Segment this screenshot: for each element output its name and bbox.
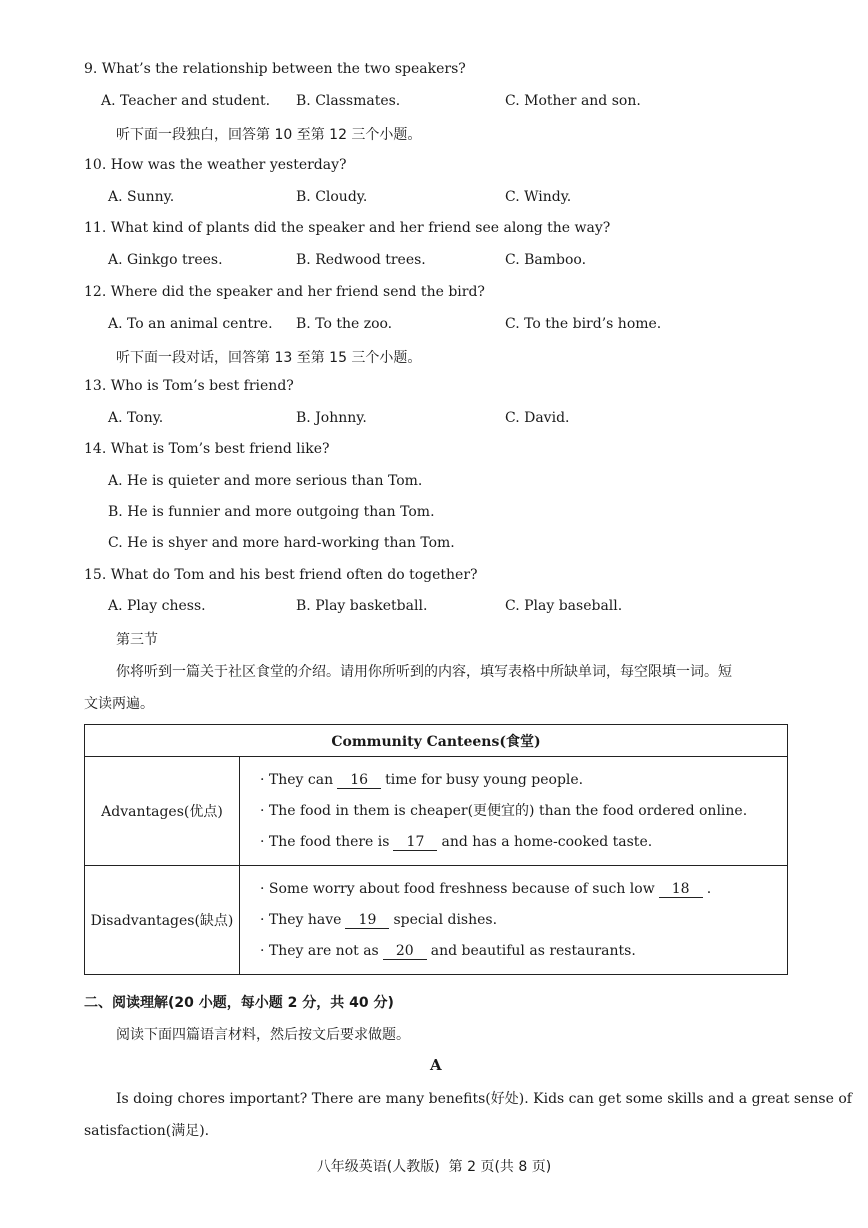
q15-option-b: B. Play basketball. (296, 598, 428, 614)
question-15-stem: 15. What do Tom and his best friend often do together? (84, 567, 478, 583)
reading-instruction: 阅读下面四篇语言材料，然后按文后要求做题。 (116, 1027, 410, 1043)
section-3-instruction-line1: 你将听到一篇关于社区食堂的介绍。请用你所听到的内容，填写表格中所缺单词，每空限填一词。短 (116, 664, 732, 680)
q11-option-c: C. Bamboo. (505, 252, 587, 268)
q12-option-b: B. To the zoo. (296, 316, 393, 332)
page-footer: 八年级英语(人教版) 第 2 页(共 8 页) (316, 1159, 552, 1175)
q10-option-a: A. Sunny. (108, 189, 175, 205)
question-11-stem: 11. What kind of plants did the speaker and her friend see along the way? (84, 220, 611, 236)
monologue-instruction: 听下面一段独白，回答第 10 至第 12 三个小题。 (116, 127, 422, 143)
disadvantages-cell (240, 866, 788, 975)
question-10-stem: 10. How was the weather yesterday? (84, 157, 347, 173)
disadvantage-line-1: · Some worry about food freshness because of such low 18 . (260, 880, 712, 897)
table-title: Community Canteens(食堂) (85, 725, 788, 757)
blank-18: 18 (659, 881, 703, 898)
disadvantages-label: Disadvantages(缺点) (85, 866, 240, 975)
q13-option-b: B. Johnny. (296, 410, 367, 426)
section-3-instruction-line2: 文读两遍。 (84, 696, 154, 712)
q10-option-b: B. Cloudy. (296, 189, 368, 205)
q9-option-b: B. Classmates. (296, 93, 401, 109)
q10-option-c: C. Windy. (505, 189, 572, 205)
passage-paragraph-line2: satisfaction(满足). (84, 1123, 210, 1139)
blank-20: 20 (383, 943, 427, 960)
q15-option-a: A. Play chess. (108, 598, 206, 614)
q13-option-c: C. David. (505, 410, 570, 426)
disadvantage-line-2: · They have 19 special dishes. (260, 911, 498, 928)
blank-19: 19 (345, 912, 389, 929)
passage-paragraph-line1: Is doing chores important? There are many benefits(好处). Kids can get some skills and a great sense of (116, 1091, 852, 1107)
question-12-stem: 12. Where did the speaker and her friend send the bird? (84, 284, 485, 300)
q12-option-c: C. To the bird’s home. (505, 316, 662, 332)
disadvantage-line-3: · They are not as 20 and beautiful as restaurants. (260, 942, 636, 959)
q14-option-b: B. He is funnier and more outgoing than Tom. (108, 504, 435, 520)
q11-option-a: A. Ginkgo trees. (108, 252, 223, 268)
advantage-line-2: · The food in them is cheaper(更便宜的) than the food ordered online. (260, 802, 748, 819)
q12-option-a: A. To an animal centre. (108, 316, 273, 332)
blank-16: 16 (337, 772, 381, 789)
question-13-stem: 13. Who is Tom’s best friend? (84, 378, 294, 394)
q11-option-b: B. Redwood trees. (296, 252, 426, 268)
q14-option-c: C. He is shyer and more hard-working than Tom. (108, 535, 455, 551)
advantage-line-3: · The food there is 17 and has a home-cooked taste. (260, 833, 653, 850)
passage-letter: A (430, 1056, 442, 1074)
reading-part-title: 二、阅读理解(20 小题，每小题 2 分，共 40 分) (84, 995, 394, 1011)
advantages-label: Advantages(优点) (85, 757, 240, 866)
question-14-stem: 14. What is Tom’s best friend like? (84, 441, 330, 457)
community-canteens-table (84, 724, 788, 975)
q14-option-a: A. He is quieter and more serious than Tom. (108, 473, 423, 489)
dialogue-instruction: 听下面一段对话，回答第 13 至第 15 三个小题。 (116, 350, 422, 366)
advantages-cell (240, 757, 788, 866)
question-9-stem: 9. What’s the relationship between the two speakers? (84, 61, 466, 77)
q9-option-c: C. Mother and son. (505, 93, 641, 109)
q9-option-a: A. Teacher and student. (101, 93, 271, 109)
blank-17: 17 (393, 834, 437, 851)
section-3-title: 第三节 (116, 632, 158, 648)
advantage-line-1: · They can 16 time for busy young people. (260, 771, 584, 788)
q15-option-c: C. Play baseball. (505, 598, 623, 614)
q13-option-a: A. Tony. (108, 410, 164, 426)
